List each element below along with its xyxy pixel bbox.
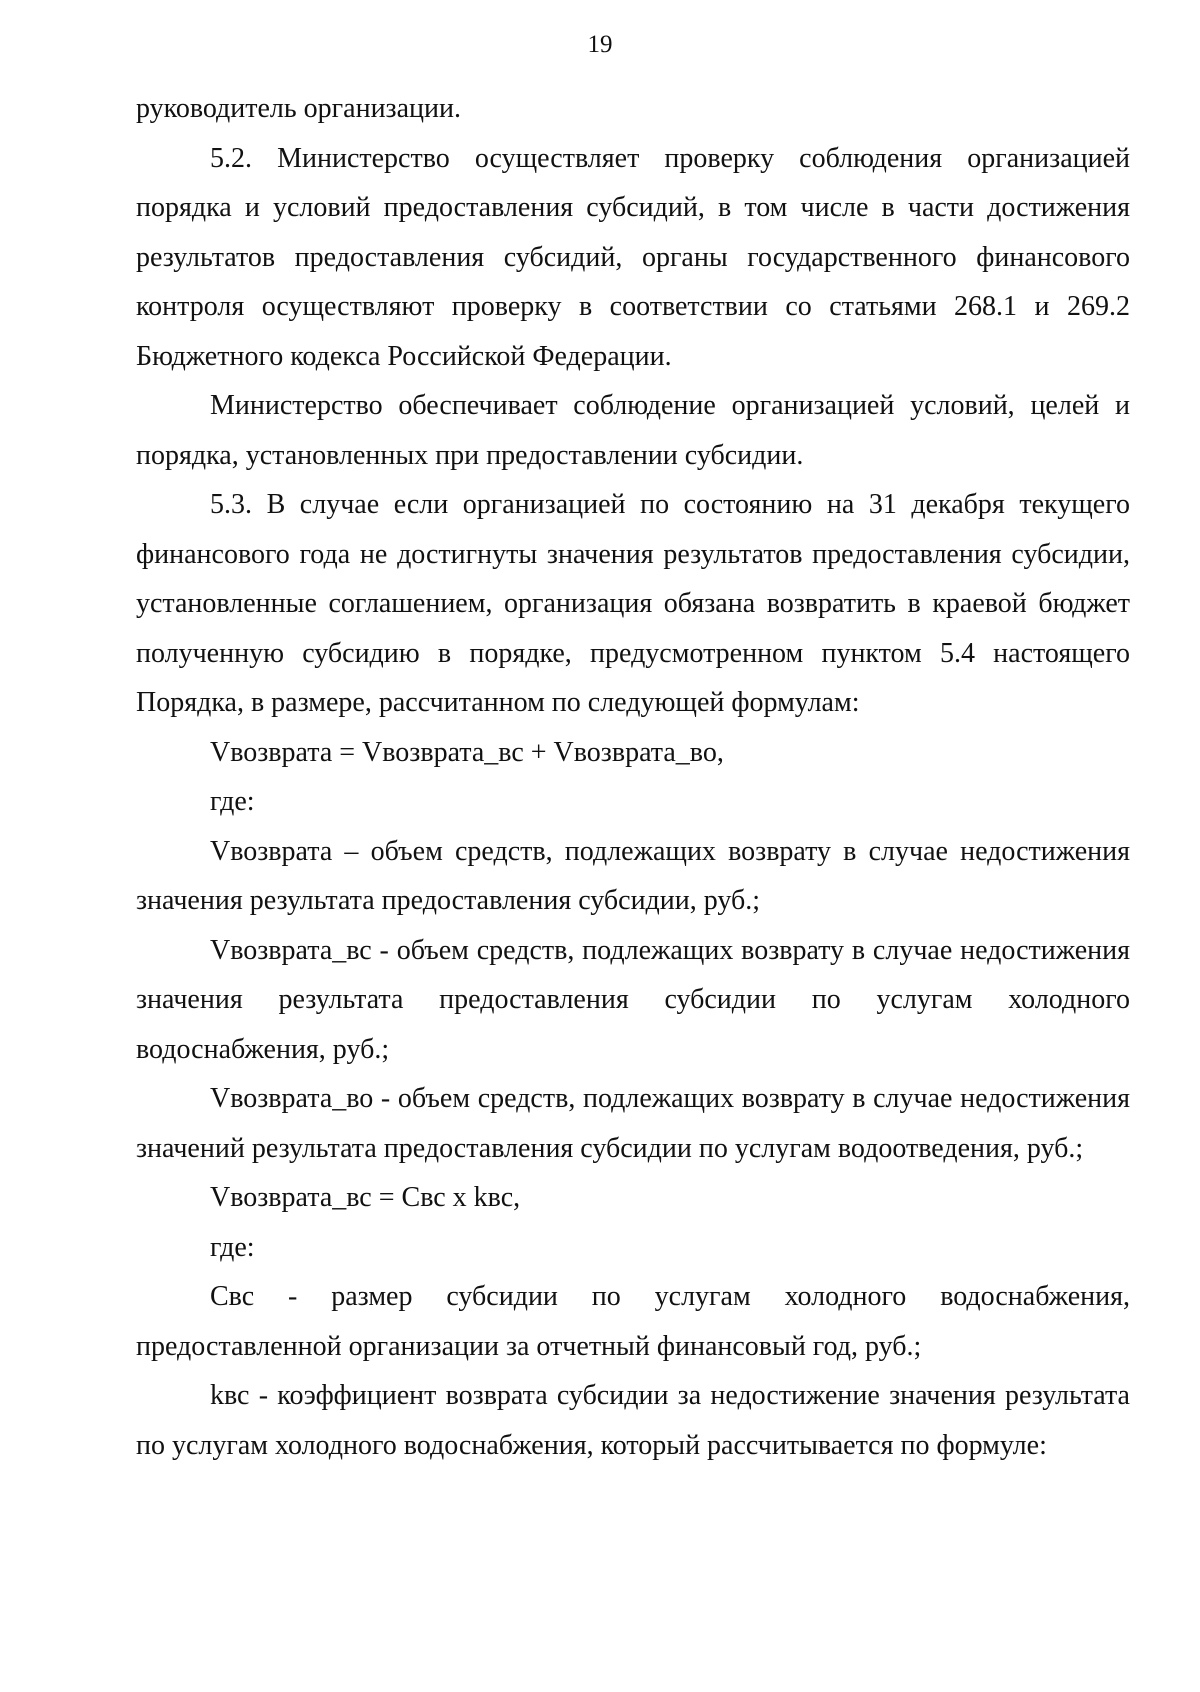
definition-k-cold-water: kвс - коэффициент возврата субсидии за недостижение значения результата по услугам холодного водоснабжения, который рассчитывается по формуле: bbox=[136, 1380, 1130, 1461]
definition-v-return-cold-water: Vвозврата_вс - объем средств, подлежащих возврату в случае недостижения значения результата предоставления субсидии по услугам холодного водоснабжения, руб.; bbox=[136, 934, 1130, 1065]
definition-v-return-drainage: Vвозврата_во - объем средств, подлежащих возврату в случае недостижения значений результата предоставления субсидии по услугам водоотведения, руб.; bbox=[136, 1083, 1130, 1164]
document-body bbox=[136, 84, 1130, 1470]
definition-v-return: Vвозврата – объем средств, подлежащих возврату в случае недостижения значения результата предоставления субсидии, руб.; bbox=[136, 835, 1130, 916]
paragraph-5-2: 5.2. Министерство осуществляет проверку соблюдения организацией порядка и условий предоставления субсидий, в том числе в части достижения результатов предоставления субсидий, органы государственного финансового контроля осуществляют проверку в соответствии со статьями 268.1 и 269.2 Бюджетного кодекса Российской Федерации. bbox=[136, 142, 1130, 372]
formula-cold-water-return: Vвозврата_вс = Свс x kвс, bbox=[210, 1182, 521, 1213]
paragraph-continuation: руководитель организации. bbox=[136, 93, 461, 124]
page-number: 19 bbox=[587, 31, 613, 58]
definition-c-cold-water: Свс - размер субсидии по услугам холодного водоснабжения, предоставленной организации за отчетный финансовый год, руб.; bbox=[136, 1281, 1130, 1362]
paragraph-ministry-ensures: Министерство обеспечивает соблюдение организацией условий, целей и порядка, установленных при предоставлении субсидии. bbox=[136, 390, 1130, 471]
paragraph-5-3: 5.3. В случае если организацией по состоянию на 31 декабря текущего финансового года не достигнуты значения результатов предоставления субсидии, установленные соглашением, организация обязана возвратить в краевой бюджет полученную субсидию в порядке, предусмотренном пунктом 5.4 настоящего Порядка, в размере, рассчитанном по следующей формулам: bbox=[136, 489, 1130, 718]
where-label: где: bbox=[210, 1231, 255, 1263]
where-label: где: bbox=[210, 786, 255, 817]
formula-total-return: Vвозврата = Vвозврата_вс + Vвозврата_во, bbox=[210, 736, 724, 768]
